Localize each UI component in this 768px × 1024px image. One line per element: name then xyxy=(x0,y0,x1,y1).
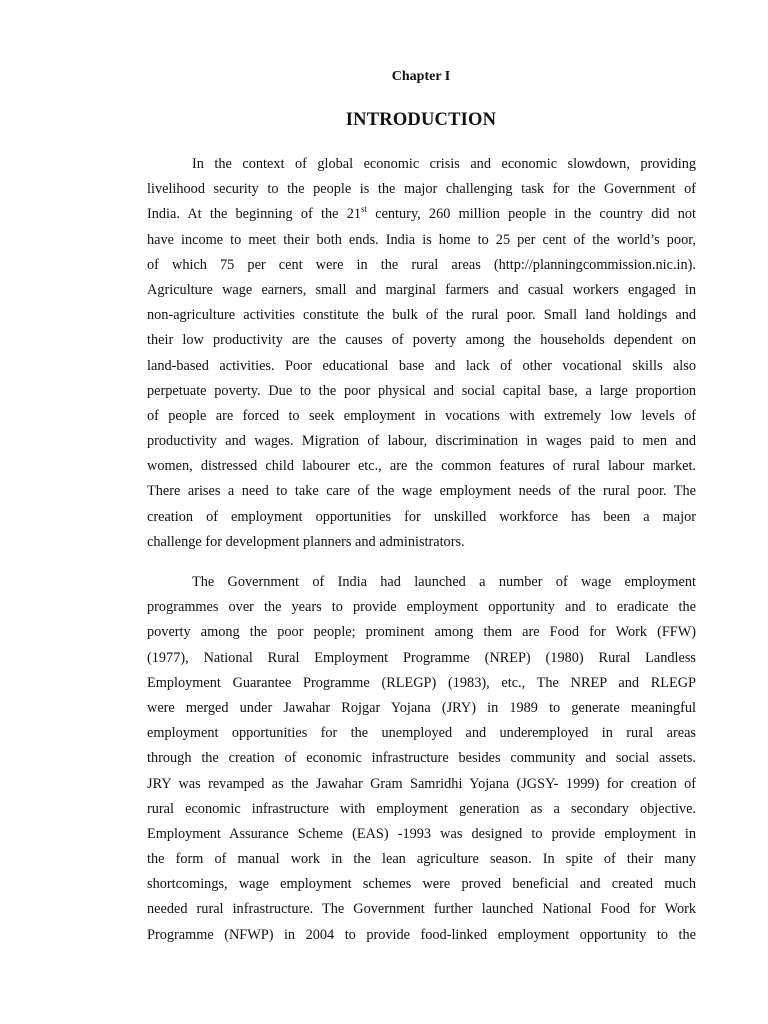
text-line: Employment Guarantee Programme (RLEGP) (1983), etc., The NREP and RLEGP xyxy=(147,674,696,691)
text-line: Programme (NFWP) in 2004 to provide food-linked employment opportunity to the xyxy=(147,926,696,943)
text-line: employment opportunities for the unemployed and underemployed in rural areas xyxy=(147,725,696,742)
text-line: their low productivity are the causes of poverty among the households dependent on xyxy=(147,332,696,349)
text-line: perpetuate poverty. Due to the poor physical and social capital base, a large proportion xyxy=(147,382,696,399)
text-line: women, distressed child labourer etc., are the common features of rural labour market. xyxy=(147,458,696,475)
chapter-title: INTRODUCTION xyxy=(345,110,497,130)
superscript: st xyxy=(361,204,368,215)
paragraph-2 xyxy=(147,570,696,948)
text-line: productivity and wages. Migration of labour, discrimination in wages paid to men and xyxy=(147,433,696,450)
text-line-with-superscript xyxy=(147,202,696,227)
text-line: There arises a need to take care of the wage employment needs of the rural poor. The xyxy=(147,483,696,500)
text-line: non-agriculture activities constitute the bulk of the rural poor. Small land holdings and xyxy=(147,307,696,324)
text-line: Agriculture wage earners, small and marginal farmers and casual workers engaged in xyxy=(147,281,696,298)
text-line: rural economic infrastructure with employment generation as a secondary objective. xyxy=(147,800,696,817)
text-line: Employment Assurance Scheme (EAS) -1993 was designed to provide employment in xyxy=(147,825,696,842)
text-line: (1977), National Rural Employment Programme (NREP) (1980) Rural Landless xyxy=(147,649,696,666)
text-line: needed rural infrastructure. The Government further launched National Food for Work xyxy=(147,901,696,918)
text-line: In the context of global economic crisis and economic slowdown, providing xyxy=(192,156,696,172)
text-line: programmes over the years to provide employment opportunity and to eradicate the xyxy=(147,599,696,616)
text-line: of people are forced to seek employment in vocations with extremely low levels of xyxy=(147,407,696,424)
paragraph-1 xyxy=(147,152,696,555)
text-line: the form of manual work in the lean agriculture season. In spite of their many xyxy=(147,851,696,868)
text-line: JRY was revamped as the Jawahar Gram Samridhi Yojana (JGSY- 1999) for creation of xyxy=(147,775,696,792)
text-line: livelihood security to the people is the major challenging task for the Government of xyxy=(147,181,696,198)
chapter-label: Chapter I xyxy=(391,69,451,84)
text-line: creation of employment opportunities for unskilled workforce has been a major xyxy=(147,508,696,525)
text-line: land-based activities. Poor educational base and lack of other vocational skills also xyxy=(147,357,696,374)
text-line: The Government of India had launched a number of wage employment xyxy=(192,574,696,590)
text-line: of which 75 per cent were in the rural areas (http://planningcommission.nic.in). xyxy=(147,256,696,273)
text-segment: century, 260 million people in the country did not xyxy=(367,206,696,223)
text-line: were merged under Jawahar Rojgar Yojana (JRY) in 1989 to generate meaningful xyxy=(147,699,696,716)
text-segment: India. At the beginning of the 21 xyxy=(147,206,361,223)
text-line: through the creation of economic infrastructure besides community and social assets. xyxy=(147,750,696,767)
text-line: poverty among the poor people; prominent among them are Food for Work (FFW) xyxy=(147,624,696,641)
text-line: have income to meet their both ends. India is home to 25 per cent of the world’s poor, xyxy=(147,231,696,248)
text-line: shortcomings, wage employment schemes were proved beneficial and created much xyxy=(147,876,696,893)
text-line: challenge for development planners and administrators. xyxy=(147,533,465,550)
